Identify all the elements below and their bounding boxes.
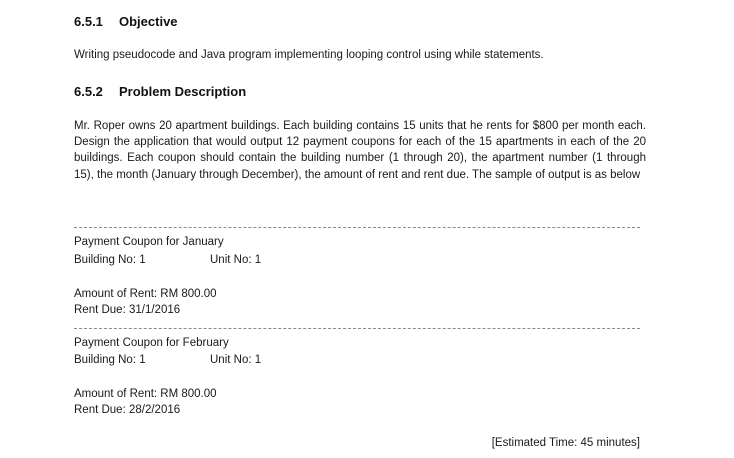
divider-line [74,328,640,329]
objective-section-number: 6.5.1 [74,14,103,29]
coupon-unit: Unit No: 1 [210,354,262,366]
problem-body: Mr. Roper owns 20 apartment buildings. Each building contains 15 units that he rents for $800 per month each. Design the application that would output 12 payment coupons for each of the 15 apartments in each of the 20 buildings. Each coupon should contain the building number (1 through 20), the apartment number (1 through 15), the month (January through December), the amount of rent and rent due. The sample of output is as below [74,120,646,181]
coupon-unit: Unit No: 1 [210,254,262,266]
problem-heading [74,84,246,99]
objective-heading [74,14,178,29]
coupon-building: Building No: 1 [74,354,146,366]
objective-body: Writing pseudocode and Java program implementing looping control using while statements. [74,49,544,61]
objective-section-title: Objective [119,14,178,29]
coupon-title: Payment Coupon for February [74,337,229,349]
estimated-time: [Estimated Time: 45 minutes] [491,437,640,449]
coupon-due: Rent Due: 28/2/2016 [74,404,181,416]
coupon-amount: Amount of Rent: RM 800.00 [74,388,217,400]
problem-section-title: Problem Description [119,84,247,99]
problem-section-number: 6.5.2 [74,84,103,99]
coupon-title: Payment Coupon for January [74,236,224,248]
divider-line [74,227,640,228]
coupon-due: Rent Due: 31/1/2016 [74,304,181,316]
coupon-amount: Amount of Rent: RM 800.00 [74,288,217,300]
coupon-building: Building No: 1 [74,254,146,266]
